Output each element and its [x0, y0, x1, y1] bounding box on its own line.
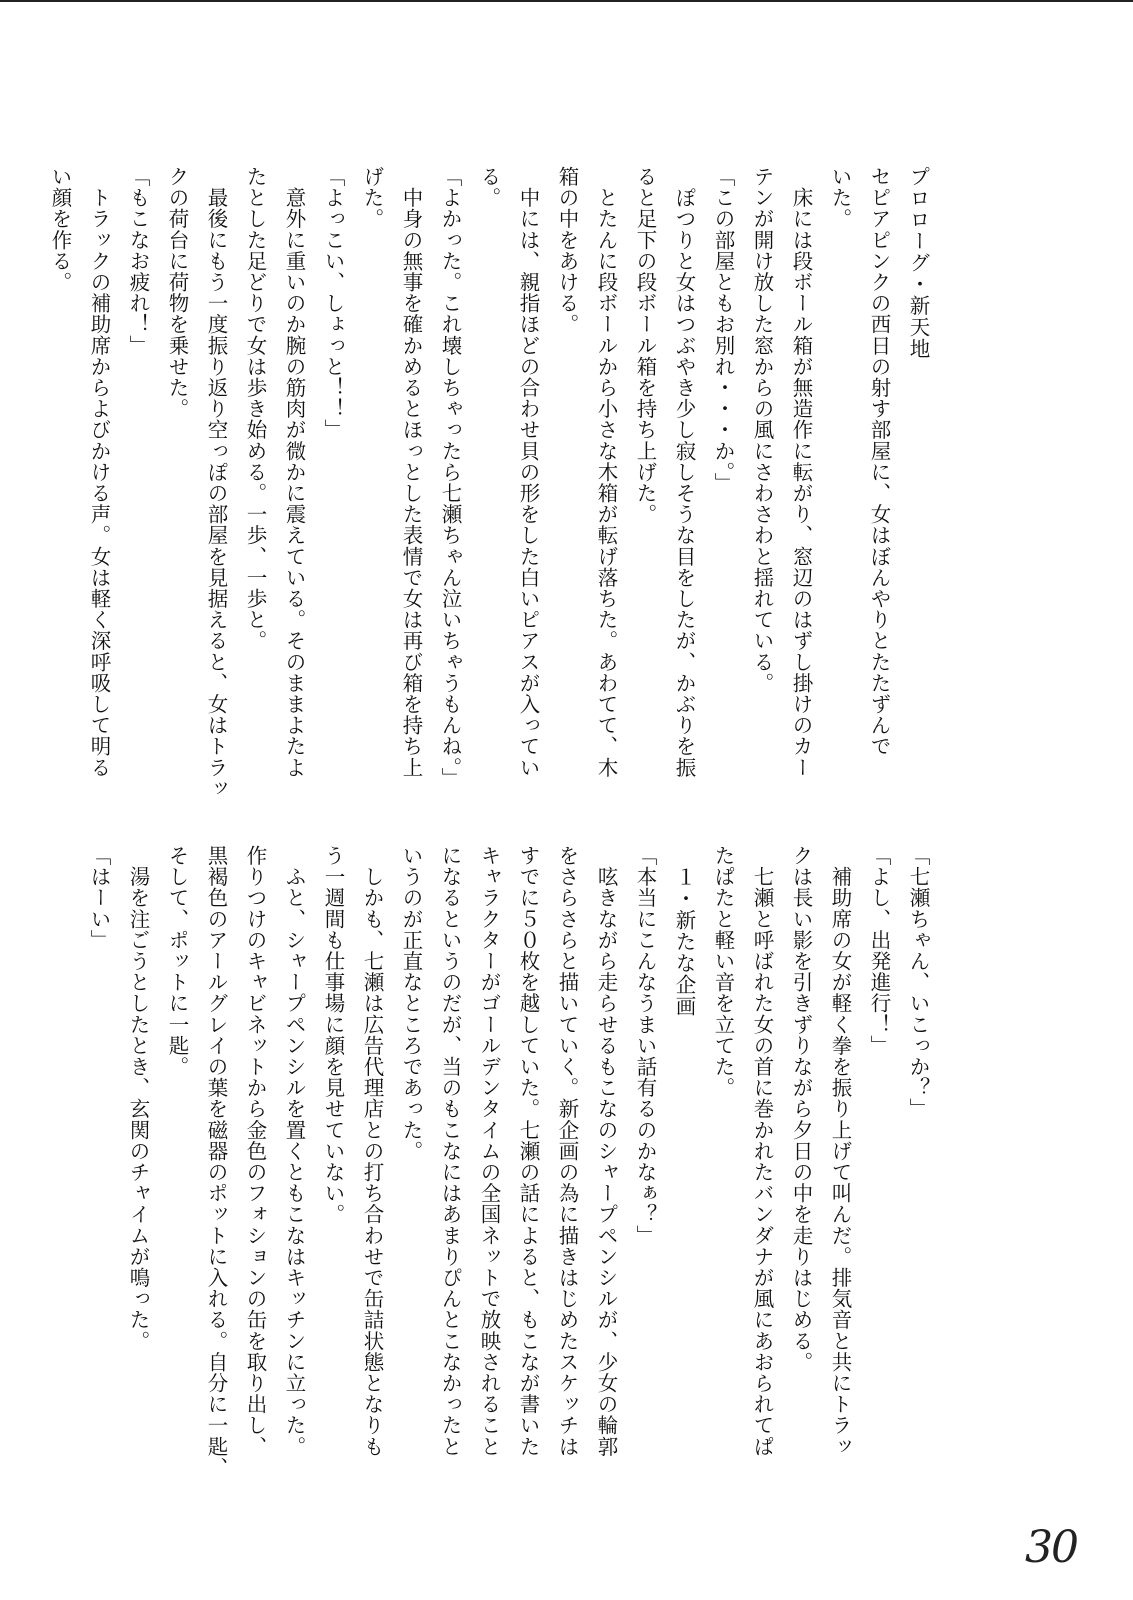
text-line: をさらさらと描いていく。新企画の為に描きはじめたスケッチは [555, 845, 579, 1457]
text-line: 黒褐色のアールグレイの葉を磁器のポットに入れる。自分に一匙、 [204, 845, 228, 1478]
text-line: 七瀬と呼ばれた女の首に巻かれたバンダナが風にあおられてぱ [750, 845, 774, 1457]
text-line: 湯を注ごうとしたとき、玄関のチャイムが鳴った。 [126, 845, 150, 1352]
text-line: とたんに段ボールから小さな木箱が転げ落ちた。あわてて、木 [594, 166, 618, 778]
text-line: 「もこなお疲れ！」 [126, 166, 150, 356]
text-line: 呟きながら走らせるもこなのシャープペンシルが、少女の輪郭 [594, 845, 618, 1457]
text-line: いうのが正直なところであった。 [399, 845, 423, 1162]
text-line: テンが開け放した窓からの風にさわさわと揺れている。 [750, 166, 774, 694]
lower-text-block [87, 845, 937, 1478]
text-line: セピアピンクの西日の射す部屋に、女はぼんやりとたたずんで [867, 166, 891, 757]
text-line: い顔を作る。 [48, 166, 72, 293]
text-line: そして、ポットに一匙。 [165, 845, 189, 1078]
text-line: ぽつりと女はつぶやき少し寂しそうな目をしたが、かぶりを振 [672, 166, 696, 778]
text-line: 箱の中をあける。 [555, 166, 579, 335]
text-line: クは長い影を引きずりながら夕日の中を走りはじめる。 [789, 845, 813, 1373]
text-line: 「よかった。これ壊しちゃったら七瀬ちゃん泣いちゃうもんね。」 [438, 166, 462, 789]
text-line: 「よし、出発進行！」 [867, 845, 891, 1056]
text-line: 中には、親指ほどの合わせ貝の形をした白いピアスが入ってい [516, 166, 540, 778]
text-line: 意外に重いのか腕の筋肉が微かに震えている。そのままよたよ [282, 166, 306, 778]
chapter-heading: プロローグ・新天地 [906, 166, 930, 360]
text-line: 「本当にこんなうまい話有るのかなぁ？」 [633, 845, 657, 1246]
text-line: たぱたと軽い音を立てた。 [711, 845, 735, 1099]
page-number: 30 [1025, 1522, 1077, 1573]
text-line: になるというのだが、当のもこなにはあまりぴんとこなかったと [438, 845, 462, 1457]
text-line: トラックの補助席からよびかける声。女は軽く深呼吸して明る [87, 166, 111, 778]
text-line: クの荷台に荷物を乗せた。 [165, 166, 189, 420]
text-line: 「七瀬ちゃん、いこっか？」 [906, 845, 930, 1120]
text-line: げた。 [360, 166, 384, 230]
text-line: たとした足どりで女は歩き始める。一歩、一歩と。 [243, 166, 267, 652]
text-line: 床には段ボール箱が無造作に転がり、窓辺のはずし掛けのカー [789, 166, 813, 778]
text-line: 「はーい」 [87, 845, 111, 951]
text-line: 中身の無事を確かめるとほっとした表情で女は再び箱を持ち上 [399, 166, 423, 778]
text-line: ると足下の段ボール箱を持ち上げた。 [633, 166, 657, 525]
text-line: 「よっこい、しょっと！！」 [321, 166, 345, 441]
text-line: しかも、七瀬は広告代理店との打ち合わせで缶詰状態となりも [360, 845, 384, 1457]
text-line: 最後にもう一度振り返り空っぽの部屋を見据えると、女はトラッ [204, 166, 228, 799]
text-line: 「この部屋ともお別れ・・・か。」 [711, 166, 735, 494]
text-line: ふと、シャープペンシルを置くともこなはキッチンに立った。 [282, 845, 306, 1457]
text-line: キャラクターがゴールデンタイムの全国ネットで放映されること [477, 845, 501, 1457]
text-line: る。 [477, 166, 501, 209]
section-heading: １・新たな企画 [672, 845, 696, 1017]
text-line: 作りつけのキャビネットから金色のフォションの缶を取り出し、 [243, 845, 267, 1457]
text-line: う一週間も仕事場に顔を見せていない。 [321, 845, 345, 1225]
upper-text-block [48, 166, 937, 806]
text-line: 補助席の女が軽く拳を振り上げて叫んだ。排気音と共にトラッ [828, 845, 852, 1457]
text-line: いた。 [828, 166, 852, 230]
text-line: すでに５０枚を越していた。七瀬の話によると、もこなが書いた [516, 845, 540, 1457]
